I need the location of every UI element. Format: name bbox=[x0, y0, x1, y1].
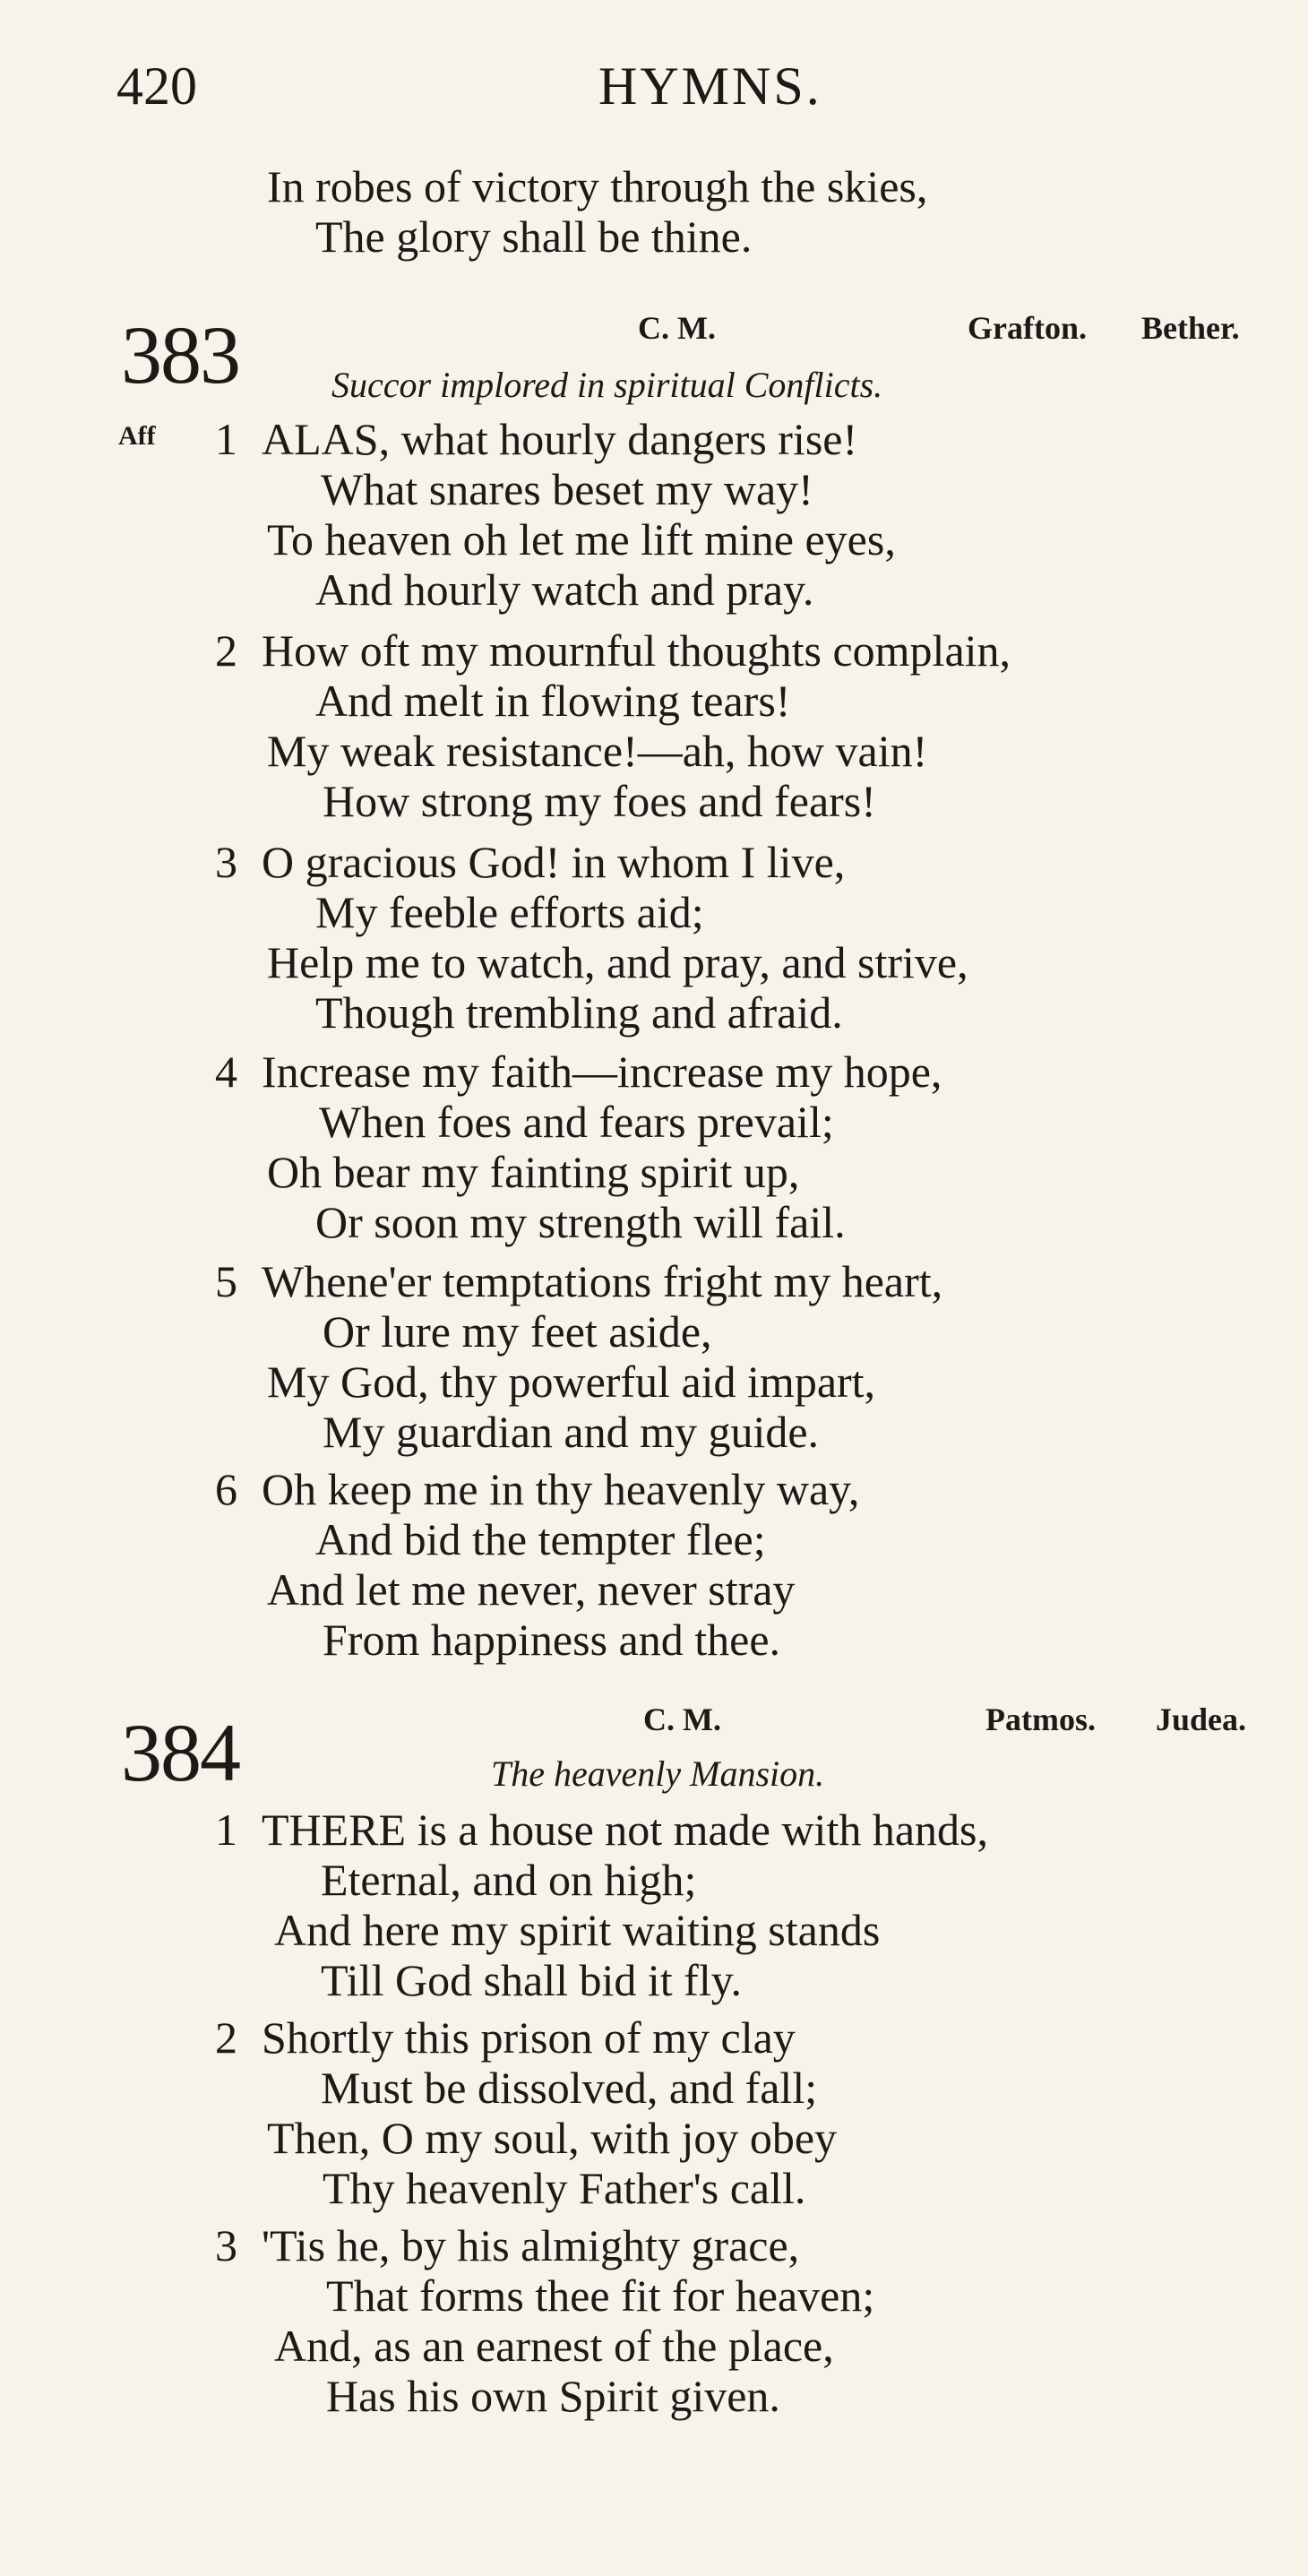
verse-line: When foes and fears prevail; bbox=[319, 1097, 834, 1147]
verse-number: 2 bbox=[215, 625, 237, 676]
verse-line: Help me to watch, and pray, and strive, bbox=[267, 937, 968, 987]
verse-line: And, as an earnest of the place, bbox=[274, 2321, 834, 2371]
verse-line: 1 THERE is a house not made with hands, bbox=[215, 1805, 988, 1855]
verse-number: 5 bbox=[215, 1256, 237, 1306]
verse-line: My feeble efforts aid; bbox=[315, 887, 704, 937]
verse-line: What snares beset my way! bbox=[321, 464, 813, 514]
running-title: HYMNS. bbox=[598, 56, 822, 116]
verse-line: 5 Whene'er temptations fright my heart, bbox=[215, 1256, 943, 1306]
expression-mark: Aff bbox=[118, 421, 156, 451]
hymn-number: 383 bbox=[121, 309, 239, 401]
verse-line: 2 How oft my mournful thoughts complain, bbox=[215, 625, 1011, 676]
hymn-subtitle: Succor implored in spiritual Conflicts. bbox=[331, 365, 883, 405]
continuation-line: The glory shall be thine. bbox=[315, 211, 753, 262]
verse-line: Oh bear my fainting spirit up, bbox=[267, 1147, 800, 1197]
verse-number: 3 bbox=[215, 837, 237, 887]
verse-line: My God, thy powerful aid impart, bbox=[267, 1357, 876, 1407]
page-header bbox=[0, 56, 1308, 118]
verse-line: Has his own Spirit given. bbox=[326, 2371, 780, 2421]
verse-line: And let me never, never stray bbox=[267, 1564, 796, 1615]
tune-name: Bether. bbox=[1141, 310, 1240, 346]
verse-line: My weak resistance!—ah, how vain! bbox=[267, 726, 928, 776]
verse-number: 4 bbox=[215, 1047, 237, 1097]
verse-line: Though trembling and afraid. bbox=[315, 987, 843, 1038]
verse-line: From happiness and thee. bbox=[323, 1615, 781, 1665]
verse-number: 2 bbox=[215, 2012, 237, 2063]
verse-number: 3 bbox=[215, 2220, 237, 2270]
verse-line: And melt in flowing tears! bbox=[315, 676, 791, 726]
verse-line: That forms thee fit for heaven; bbox=[326, 2270, 875, 2321]
verse-line: 3 'Tis he, by his almighty grace, bbox=[215, 2220, 800, 2270]
hymn-subtitle: The heavenly Mansion. bbox=[491, 1753, 825, 1794]
hymn-meter: C. M. bbox=[643, 1702, 721, 1737]
verse-line: And bid the tempter flee; bbox=[315, 1514, 766, 1564]
verse-line: And here my spirit waiting stands bbox=[274, 1905, 881, 1955]
verse-line: Or soon my strength will fail. bbox=[315, 1197, 846, 1247]
verse-line: 1 ALAS, what hourly dangers rise! bbox=[215, 414, 858, 464]
hymn-number: 384 bbox=[121, 1707, 239, 1798]
tune-name: Judea. bbox=[1156, 1702, 1247, 1737]
verse-line: How strong my foes and fears! bbox=[323, 776, 876, 826]
verse-line: Thy heavenly Father's call. bbox=[323, 2163, 806, 2213]
verse-line: 3 O gracious God! in whom I live, bbox=[215, 837, 846, 887]
verse-number: 1 bbox=[215, 414, 237, 464]
page-number: 420 bbox=[116, 56, 197, 116]
verse-number: 1 bbox=[215, 1805, 237, 1855]
verse-line: 4 Increase my faith—increase my hope, bbox=[215, 1047, 942, 1097]
verse-line: My guardian and my guide. bbox=[323, 1407, 820, 1457]
tune-name: Patmos. bbox=[985, 1702, 1096, 1737]
verse-line: And hourly watch and pray. bbox=[315, 564, 814, 615]
verse-line: Or lure my feet aside, bbox=[323, 1306, 712, 1357]
verse-line: Must be dissolved, and fall; bbox=[321, 2063, 818, 2113]
verse-line: Eternal, and on high; bbox=[321, 1855, 697, 1905]
verse-line: 6 Oh keep me in thy heavenly way, bbox=[215, 1464, 860, 1514]
verse-line: Then, O my soul, with joy obey bbox=[267, 2113, 838, 2163]
tune-name: Grafton. bbox=[968, 310, 1087, 346]
verse-line: 2 Shortly this prison of my clay bbox=[215, 2012, 796, 2063]
continuation-line: In robes of victory through the skies, bbox=[267, 161, 928, 211]
verse-line: To heaven oh let me lift mine eyes, bbox=[267, 514, 896, 564]
hymn-meter: C. M. bbox=[638, 310, 716, 346]
verse-number: 6 bbox=[215, 1464, 237, 1514]
verse-line: Till God shall bid it fly. bbox=[321, 1955, 742, 2005]
